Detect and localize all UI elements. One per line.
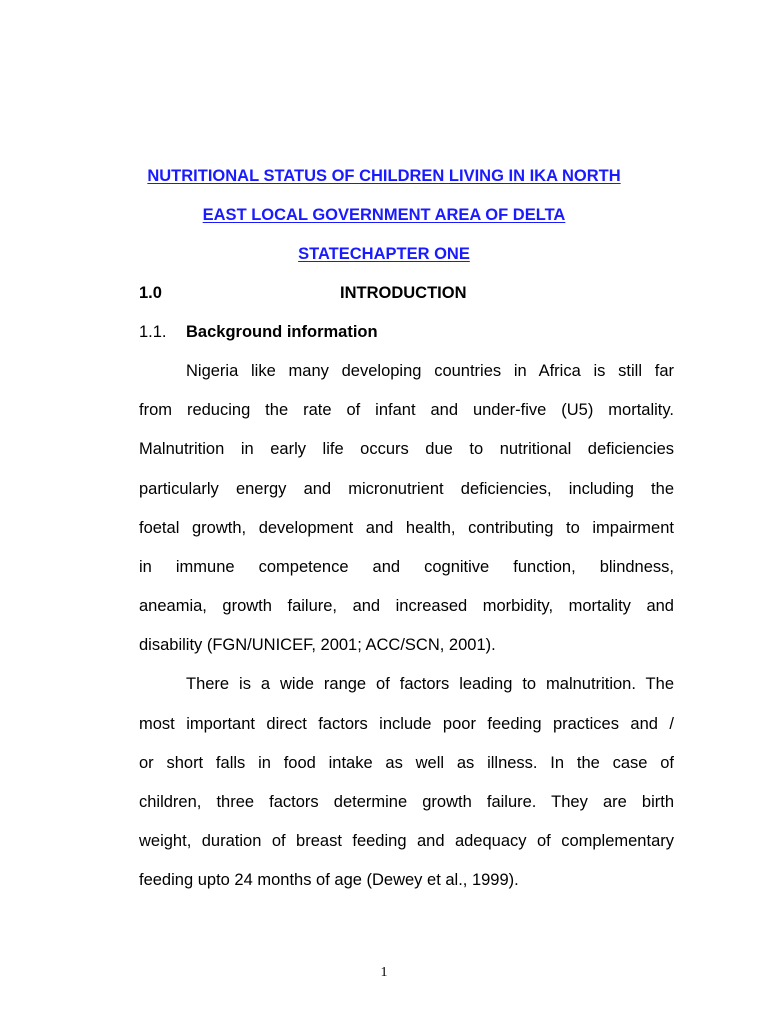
paragraph-line: aneamia, growth failure, and increased morbidity, mortality and — [139, 597, 674, 615]
section-title: Background information — [186, 323, 378, 341]
document-title-line-3: STATECHAPTER ONE — [298, 245, 470, 263]
chapter-number: 1.0 — [139, 284, 162, 302]
paragraph-line: or short falls in food intake as well as illness. In the case of — [139, 754, 674, 772]
paragraph-line: from reducing the rate of infant and under-five (U5) mortality. — [139, 401, 674, 419]
paragraph-line: There is a wide range of factors leading to malnutrition. The — [186, 675, 674, 693]
paragraph-line: children, three factors determine growth failure. They are birth — [139, 793, 674, 811]
chapter-title: INTRODUCTION — [340, 284, 467, 302]
paragraph-line: most important direct factors include poor feeding practices and / — [139, 715, 674, 733]
paragraph-line: weight, duration of breast feeding and adequacy of complementary — [139, 832, 674, 850]
paragraph-line: foetal growth, development and health, contributing to impairment — [139, 519, 674, 537]
paragraph-line: Malnutrition in early life occurs due to nutritional deficiencies — [139, 440, 674, 458]
paragraph-line: in immune competence and cognitive function, blindness, — [139, 558, 674, 576]
paragraph-line: particularly energy and micronutrient deficiencies, including the — [139, 480, 674, 498]
paragraph-line: feeding upto 24 months of age (Dewey et al., 1999). — [139, 871, 519, 889]
document-title-line-1: NUTRITIONAL STATUS OF CHILDREN LIVING IN IKA NORTH — [147, 167, 621, 185]
paragraph-line: disability (FGN/UNICEF, 2001; ACC/SCN, 2001). — [139, 636, 496, 654]
page-number: 1 — [380, 965, 388, 980]
paragraph-line: Nigeria like many developing countries in Africa is still far — [186, 362, 674, 380]
section-number: 1.1. — [139, 323, 167, 341]
document-title-line-2: EAST LOCAL GOVERNMENT AREA OF DELTA — [202, 206, 566, 224]
